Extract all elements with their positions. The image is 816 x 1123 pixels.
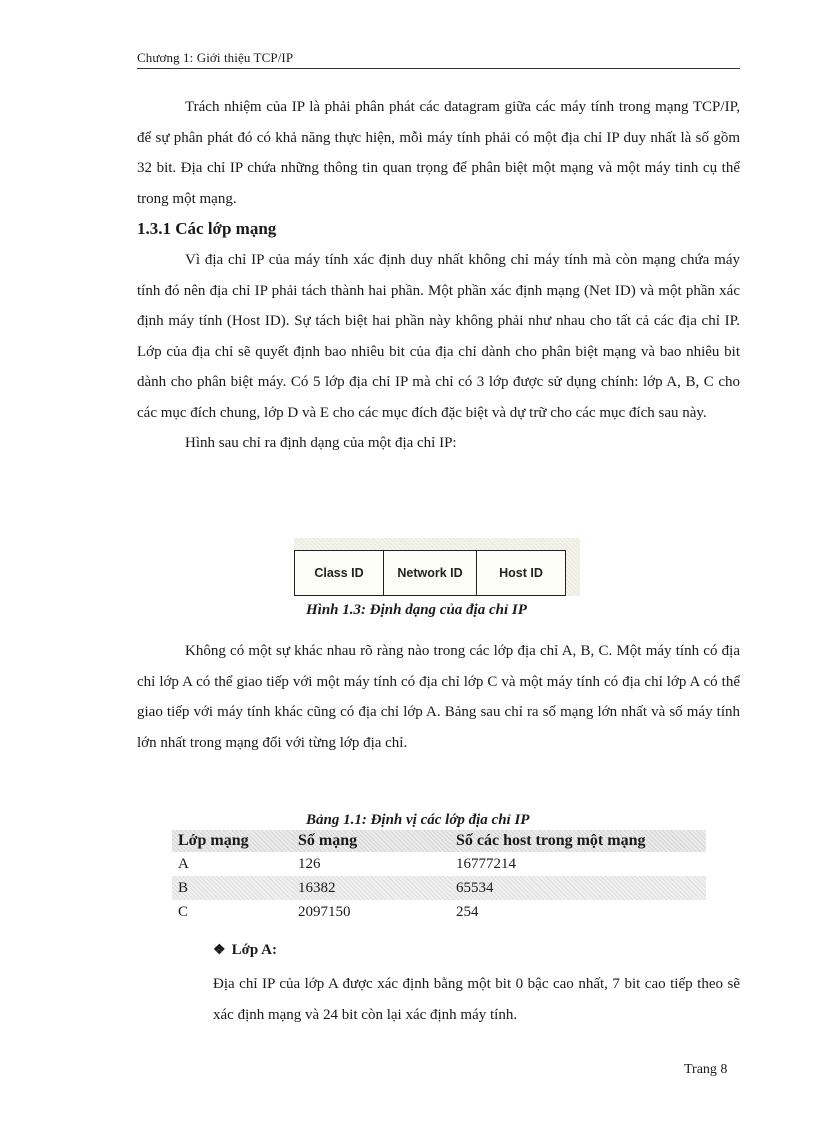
main-content xyxy=(137,92,740,459)
cell-networks: 2097150 xyxy=(298,903,351,920)
ip-format-figure xyxy=(294,538,580,596)
table-row xyxy=(172,852,706,876)
class-a-title: Lớp A: xyxy=(231,942,277,958)
cell-class: C xyxy=(178,903,189,920)
ip-class-table xyxy=(172,830,706,924)
class-id-cell: Class ID xyxy=(295,551,384,595)
comparison-paragraph: Không có một sự khác nhau rõ ràng nào trong các lớp địa chỉ A, B, C. Một máy tính có địa chỉ lớp A có thể giao tiếp với một máy tính có địa chỉ lớp C và một máy tính có địa chỉ lớp A có thể giao tiếp với máy tính khác cũng có địa chỉ lớp A. Bảng sau chỉ ra số mạng lớn nhất và số máy tính lớn nhất trong mạng đối với từng lớp địa chỉ. xyxy=(137,643,740,751)
figure-cells xyxy=(294,550,566,596)
page-number: Trang 8 xyxy=(684,1062,728,1077)
figure-intro-paragraph: Hình sau chỉ ra định dạng của một địa chỉ IP: xyxy=(185,435,457,451)
comparison-section xyxy=(137,636,740,758)
section-heading: 1.3.1 Các lớp mạng xyxy=(137,219,277,238)
network-id-cell: Network ID xyxy=(384,551,477,595)
figure-background xyxy=(294,538,580,596)
cell-hosts: 254 xyxy=(456,903,479,920)
cell-class: A xyxy=(178,855,189,872)
page-header: Chương 1: Giới thiệu TCP/IP xyxy=(137,50,294,65)
table-row xyxy=(172,876,706,900)
table-caption: Bảng 1.1: Định vị các lớp địa chỉ IP xyxy=(306,812,530,828)
table-header-row xyxy=(172,830,706,852)
host-id-cell: Host ID xyxy=(499,566,543,580)
cell-hosts: 65534 xyxy=(450,876,706,900)
header-class: Lớp mạng xyxy=(172,830,292,852)
header-divider xyxy=(137,68,740,69)
header-hosts: Số các host trong một mạng xyxy=(450,830,706,852)
cell-networks: 126 xyxy=(298,855,321,872)
cell-networks: 16382 xyxy=(292,876,450,900)
classes-paragraph: Vì địa chỉ IP của máy tính xác định duy nhất không chỉ máy tính mà còn mạng chứa máy tính đó nên địa chỉ IP phải tách thành hai phần. Một phần xác định mạng (Net ID) và một phần xác định máy tính (Host ID). Sự tách biệt hai phần này không phải như nhau cho tất cả các địa chỉ IP. Lớp của địa chỉ sẽ quyết định bao nhiêu bit của địa chỉ dành cho phân biệt mạng và bao nhiêu bit dành cho phân biệt máy. Có 5 lớp địa chỉ IP mà chỉ có 3 lớp được sử dụng chính: lớp A, B, C cho các mục đích chung, lớp D và E cho các mục đích đặc biệt và dự trữ cho các mục đích sau này. xyxy=(137,252,740,421)
figure-caption: Hình 1.3: Định dạng của địa chỉ IP xyxy=(306,602,527,618)
intro-paragraph: Trách nhiệm của IP là phải phân phát các datagram giữa các máy tính trong mạng TCP/IP, để sự phân phát đó có khả năng thực hiện, mỗi máy tính phải có một địa chỉ IP duy nhất là số gồm 32 bit. Địa chỉ IP chứa những thông tin quan trọng để phân biệt một mạng và một máy tinh cụ thể trong một mạng. xyxy=(137,99,740,207)
table-row xyxy=(172,900,706,924)
cell-class: B xyxy=(172,876,292,900)
cell-hosts: 16777214 xyxy=(456,855,516,872)
header-networks: Số mạng xyxy=(292,830,450,852)
class-a-paragraph: Địa chỉ IP của lớp A được xác định bằng một bit 0 bậc cao nhất, 7 bit cao tiếp theo sẽ xác định mạng và 24 bit còn lại xác định máy tính. xyxy=(213,976,740,1023)
diamond-bullet-icon: ❖ xyxy=(213,943,226,958)
class-a-section xyxy=(213,940,740,1031)
class-a-heading xyxy=(213,940,740,961)
